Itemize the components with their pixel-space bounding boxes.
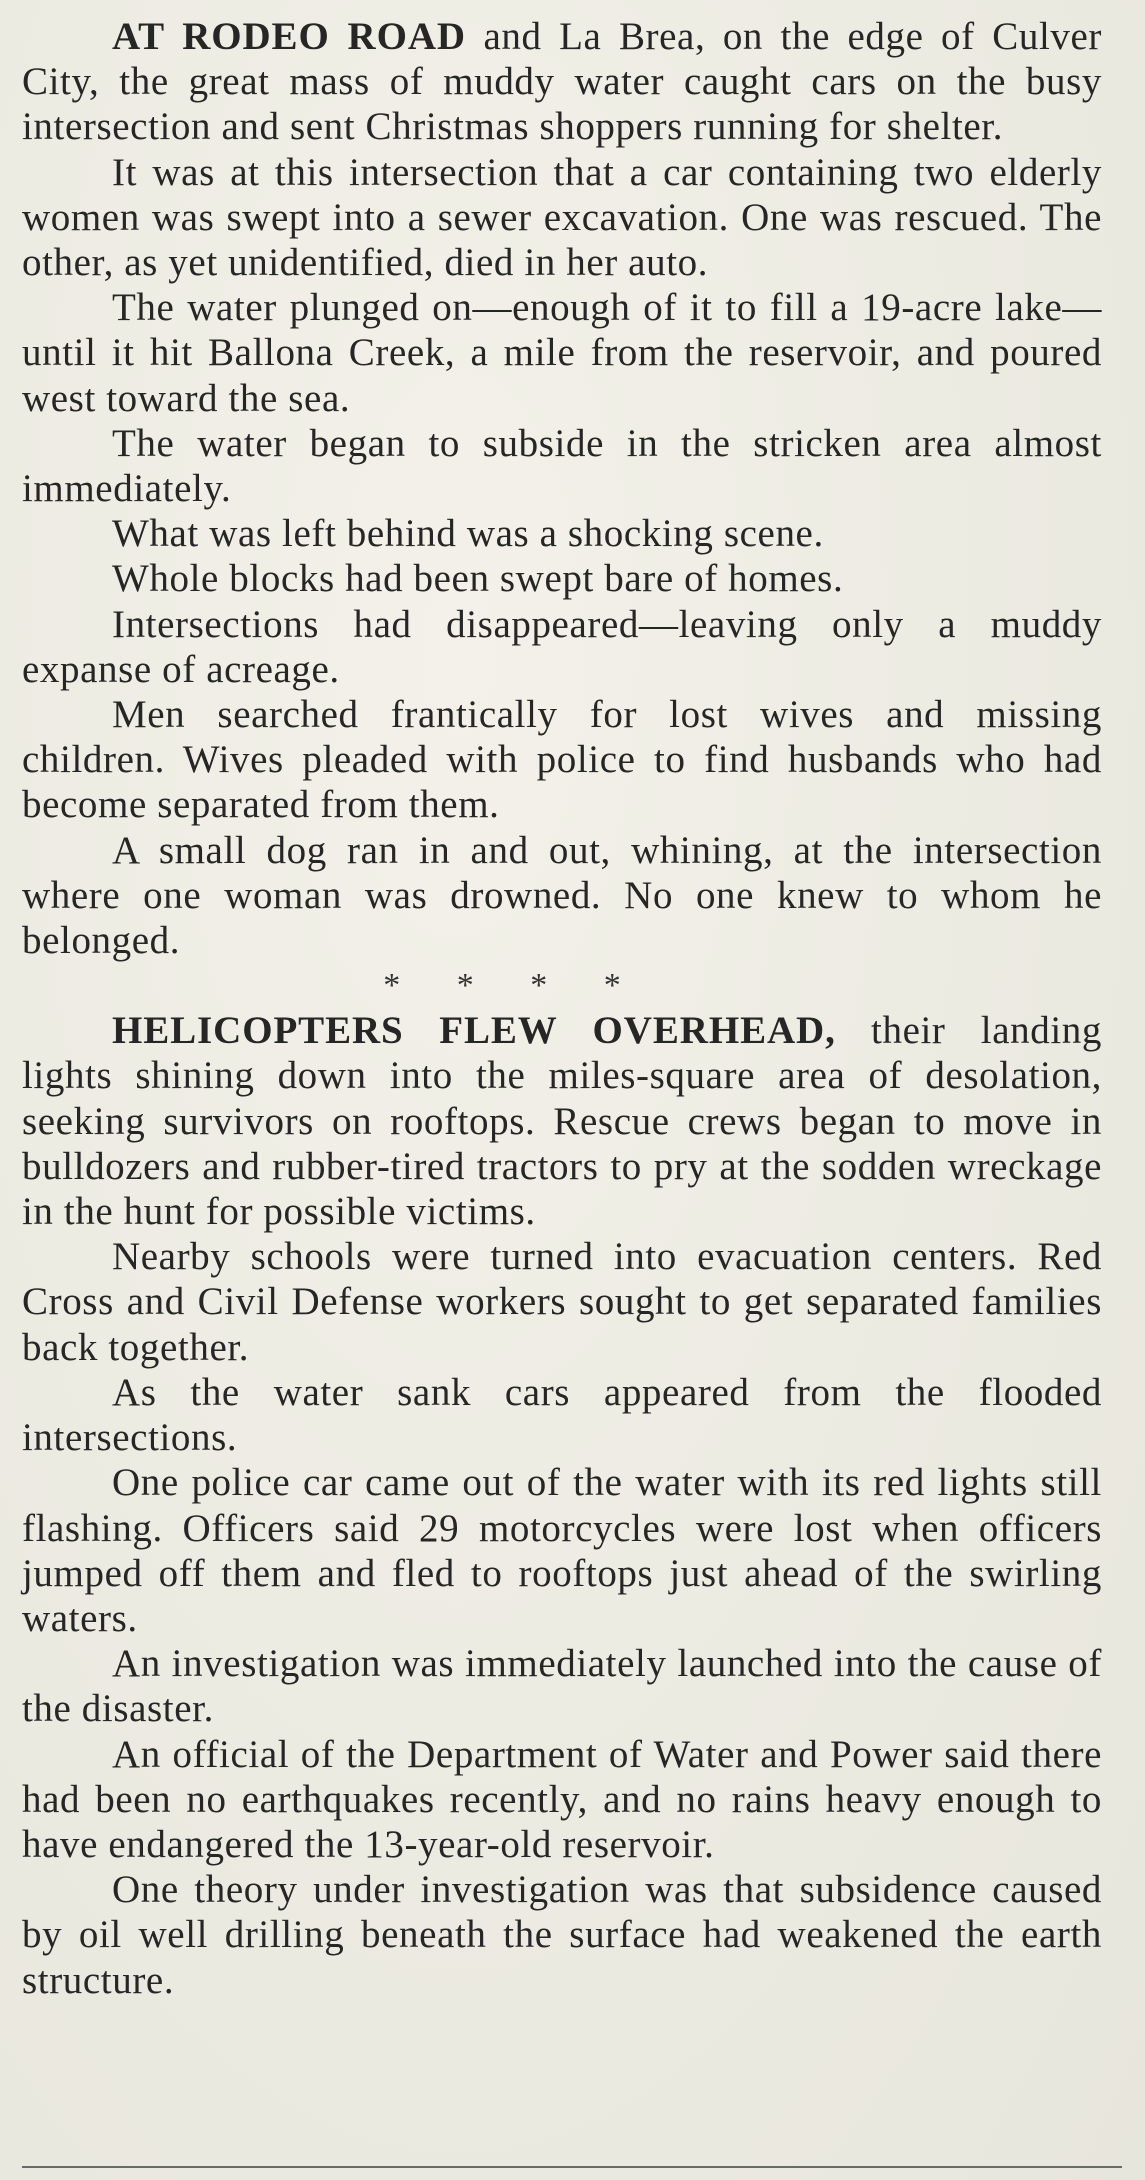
article-paragraph: One theory under investigation was that subsidence caused by oil well drilling beneath the surface had weakened the earth structure. — [22, 1868, 1102, 2002]
article-paragraph: Men searched frantically for lost wives and missing children. Wives pleaded with police to find husbands who had become separated from them. — [22, 693, 1102, 827]
article-paragraph: Nearby schools were turned into evacuation centers. Red Cross and Civil Defense workers sought to get separated families back together. — [22, 1235, 1102, 1369]
article-paragraph: The water began to subside in the stricken area almost immediately. — [22, 421, 1102, 511]
paragraph-text: their landing lights shining down into the miles-square area of desolation, seeking survivors on rooftops. Rescue crews began to move in bulldozers and rubber-tired tractors to pry at the sodden wreckage in the hunt for possible victims. — [22, 1009, 1102, 1234]
bottom-rule — [22, 2166, 1122, 2168]
article-paragraph: An investigation was immediately launched into the cause of the disaster. — [22, 1642, 1102, 1731]
article-paragraph: It was at this intersection that a car containing two elderly women was swept into a sewer excavation. One was rescued. The other, as yet unidentified, died in her auto. — [22, 150, 1102, 285]
paragraph-lead-in: HELICOPTERS FLEW OVERHEAD, — [112, 1009, 836, 1053]
article-paragraph: A small dog ran in and out, whining, at the intersection where one woman was drowned. No one knew to whom he belonged. — [22, 828, 1102, 963]
article-paragraph: The water plunged on—enough of it to fill a 19-acre lake—until it hit Ballona Creek, a mile from the reservoir, and poured west toward the sea. — [22, 286, 1102, 420]
article-paragraph — [22, 14, 1102, 150]
section-separator: * * * * — [383, 967, 621, 1005]
paragraph-text: and La Brea, on the edge of Culver City, the great mass of muddy water caught cars on the busy intersection and sent Christmas shoppers running for shelter. — [22, 15, 1102, 149]
article-body — [22, 14, 1102, 2003]
paragraph-lead-in: AT RODEO ROAD — [112, 15, 466, 58]
article-paragraph: As the water sank cars appeared from the flooded intersections. — [22, 1370, 1102, 1460]
article-paragraph: One police car came out of the water with its red lights still flashing. Officers said 29 motorcycles were lost when officers jumped off them and fled to rooftops just ahead of the swirling waters. — [22, 1461, 1102, 1640]
article-paragraph: Whole blocks had been swept bare of homes. — [112, 557, 844, 601]
article-paragraph: Intersections had disappeared—leaving only a muddy expanse of acreage. — [22, 602, 1102, 691]
article-paragraph: What was left behind was a shocking scene. — [112, 512, 824, 556]
article-paragraph: An official of the Department of Water and Power said there had been no earthquakes recently, and no rains heavy enough to have endangered the 13-year-old reservoir. — [22, 1732, 1102, 1866]
article-paragraph — [22, 1008, 1102, 1234]
